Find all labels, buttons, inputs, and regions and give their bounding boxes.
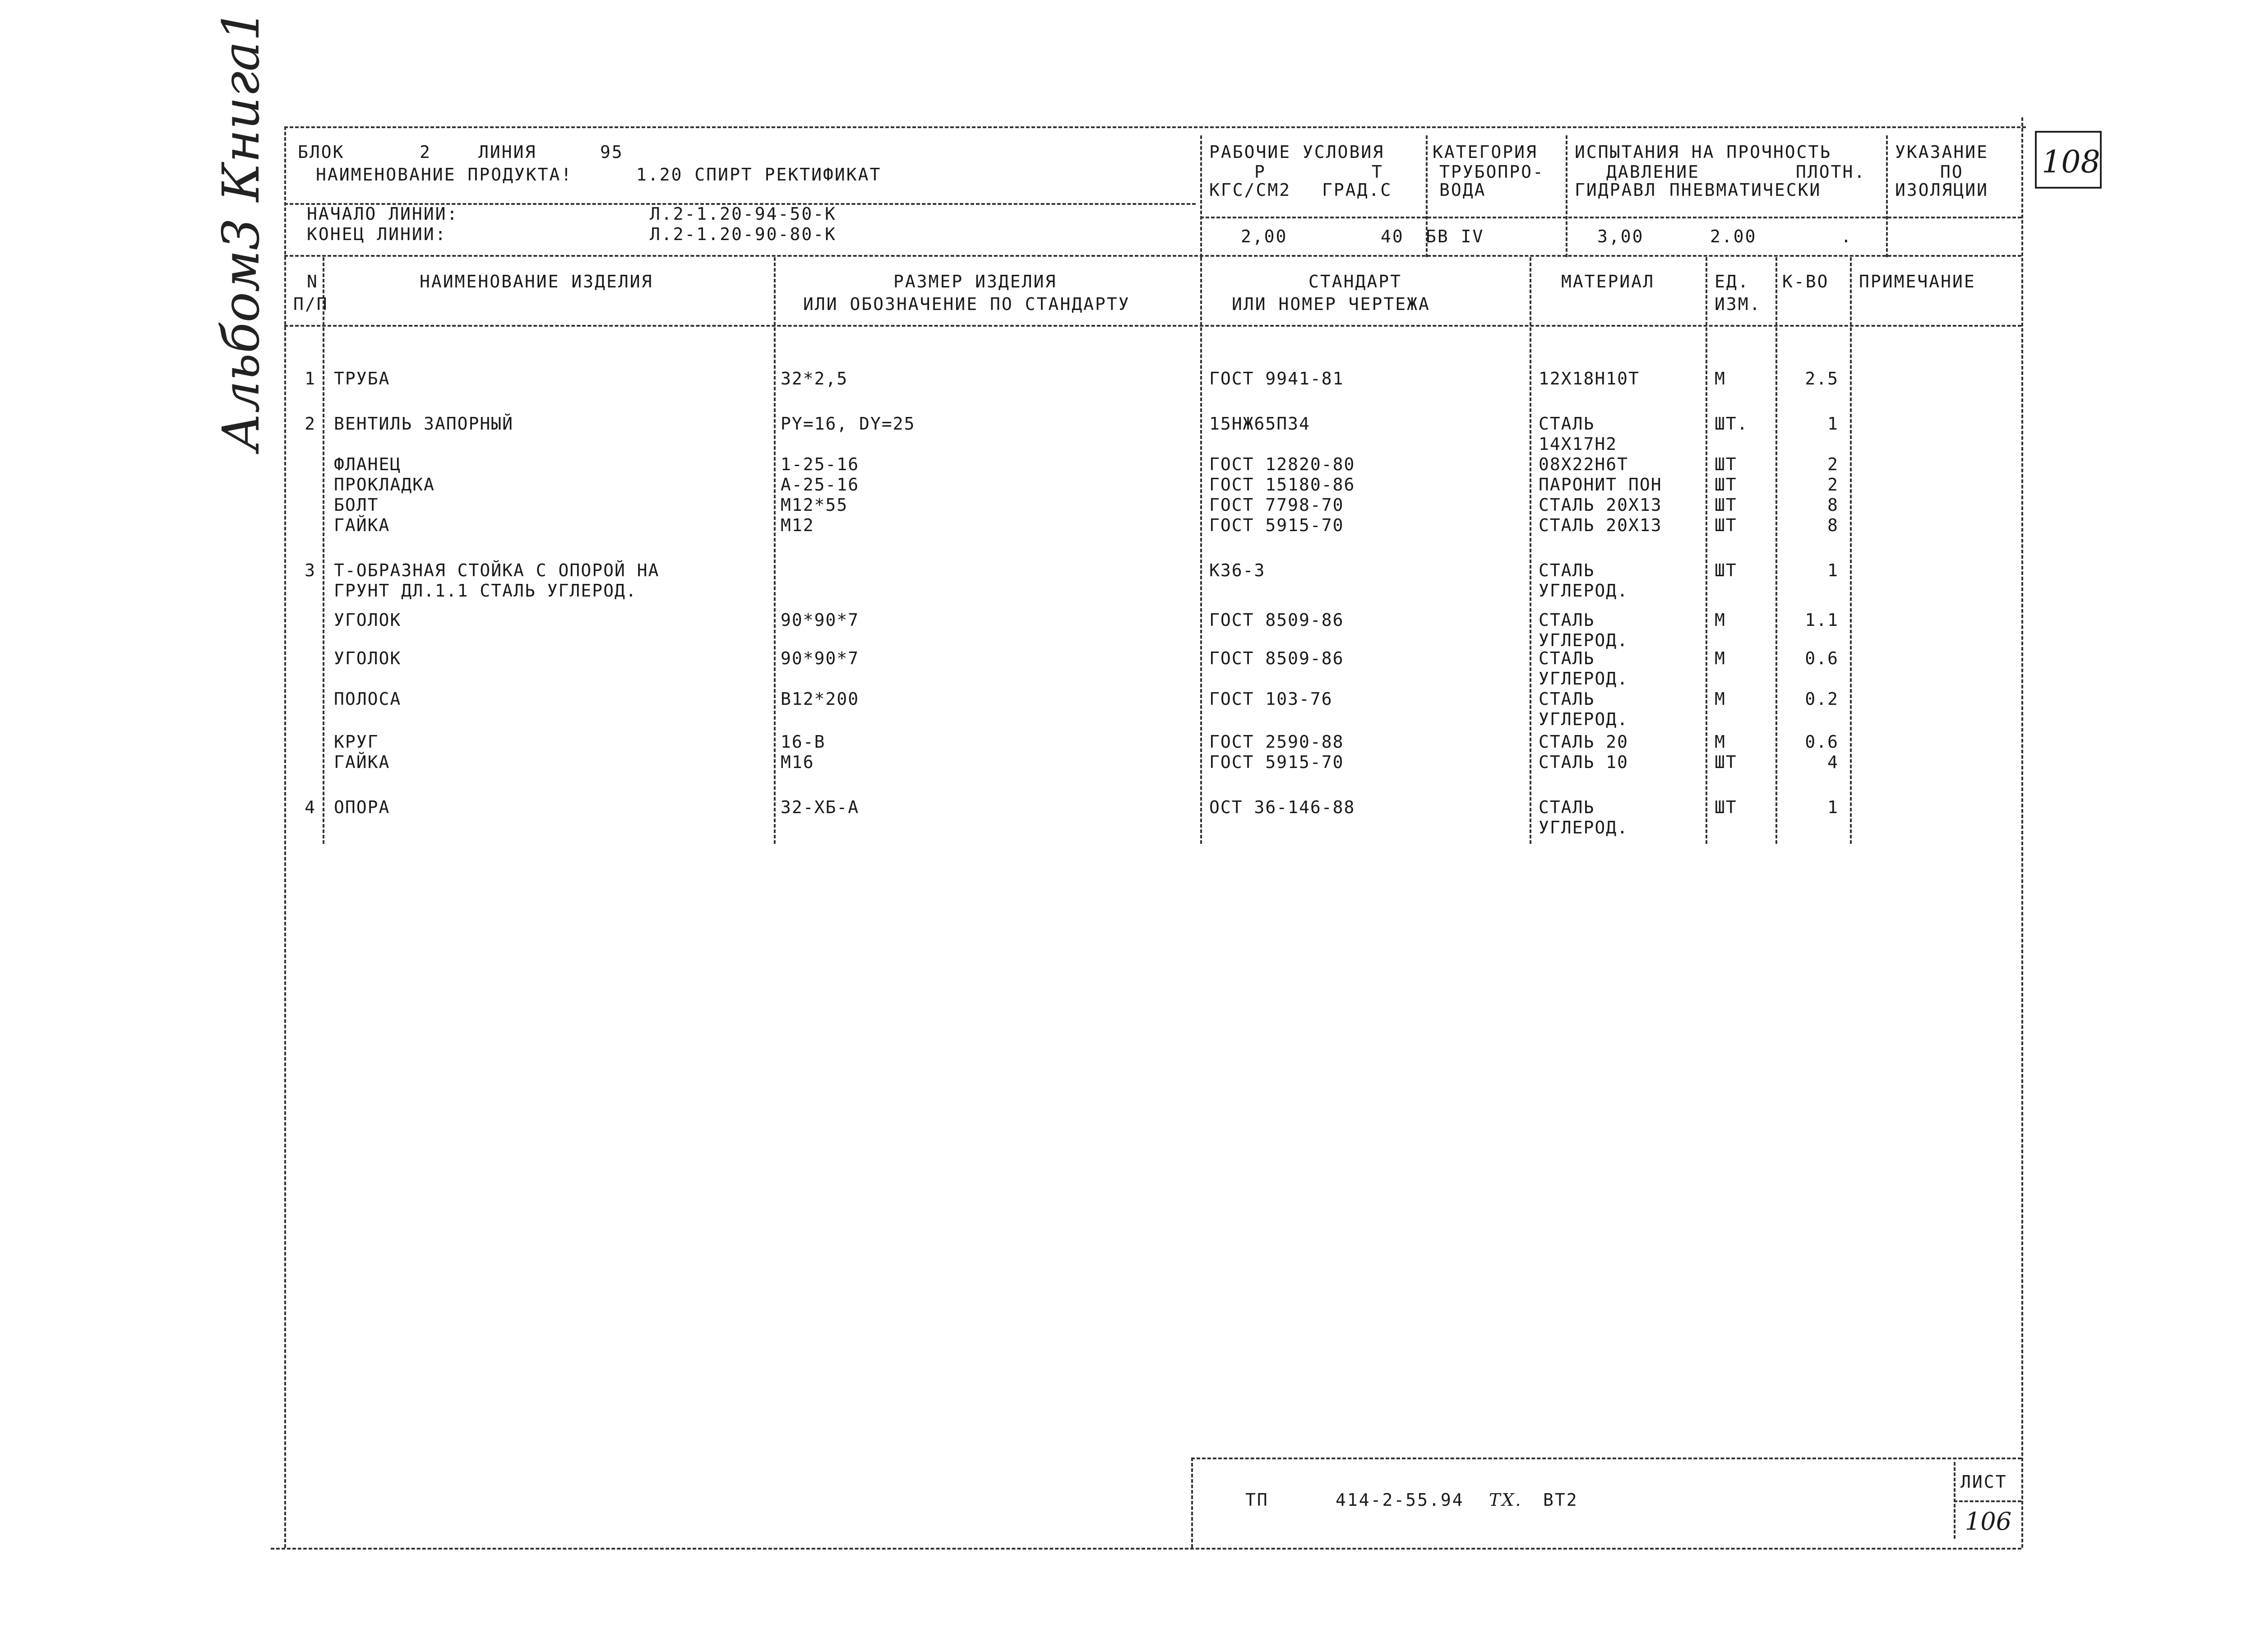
cell-std: ГОСТ 103-76 [1209, 689, 1333, 709]
hline-h3 [284, 325, 2021, 327]
col-no-1: N [307, 272, 319, 292]
vline-col-no [323, 257, 324, 844]
block-no: 2 [420, 142, 431, 162]
cell-name: ПОЛОСА [334, 689, 402, 709]
cell-qty: 2 [1827, 454, 1839, 474]
stamp-number: 108 [2042, 144, 2100, 180]
cell-size: В12*200 [781, 689, 860, 709]
cell-no: 2 [305, 414, 316, 434]
cell-unit: М [1715, 689, 1726, 709]
cell-no: 3 [305, 560, 316, 580]
cell-material: УГЛЕРОД. [1539, 818, 1629, 838]
footer-left-line [1191, 1458, 1193, 1548]
margin-note: Альбом3 Книга1 [212, 9, 271, 451]
cell-size: М16 [781, 752, 814, 772]
vline-insul [1886, 135, 1888, 257]
cell-name: ТРУБА [334, 369, 390, 389]
product-label: НАИМЕНОВАНИЕ ПРОДУКТА! [316, 165, 573, 185]
cell-material: ПАРОНИТ ПОН [1539, 475, 1662, 495]
cell-unit: ШТ [1715, 560, 1737, 580]
end-value: Л.2-1.20-90-80-К [650, 224, 837, 244]
cell-size: М12 [781, 515, 814, 535]
cell-material: СТАЛЬ [1539, 797, 1595, 817]
p-value: 2,00 [1241, 227, 1288, 246]
cell-qty: 1 [1827, 414, 1839, 434]
col-material: МАТЕРИАЛ [1561, 272, 1655, 292]
cell-material: УГЛЕРОД. [1539, 709, 1629, 729]
insul-2: ПО [1940, 162, 1964, 182]
col-size-2: ИЛИ ОБОЗНАЧЕНИЕ ПО СТАНДАРТУ [803, 294, 1130, 314]
cell-unit: М [1715, 732, 1726, 752]
vline-cond [1200, 135, 1202, 257]
cell-material: 08Х22Н6Т [1539, 454, 1629, 474]
hline-h2 [284, 255, 2021, 257]
cell-size: 32*2,5 [781, 369, 848, 389]
cell-no: 1 [305, 369, 316, 389]
cell-size: PY=16, DY=25 [781, 414, 915, 434]
cell-material: СТАЛЬ [1539, 560, 1595, 580]
density-1: ПЛОТН. [1796, 162, 1866, 182]
frame-top [284, 126, 2026, 128]
cell-material: СТАЛЬ [1539, 414, 1595, 434]
vline-col-unit [1706, 257, 1707, 844]
cell-qty: 0.2 [1805, 689, 1839, 709]
footer-vt: ВТ2 [1543, 1490, 1578, 1510]
product-value: 1.20 СПИРТ РЕКТИФИКАТ [636, 165, 882, 185]
category-1: КАТЕГОРИЯ [1433, 142, 1538, 162]
col-no-2: П/П [293, 294, 328, 314]
footer-tp: ТП [1245, 1490, 1269, 1510]
cell-name: УГОЛОК [334, 610, 402, 630]
footer-tx: ТХ. [1489, 1490, 1522, 1510]
cell-name: ВЕНТИЛЬ ЗАПОРНЫЙ [334, 414, 514, 434]
tests-1: ИСПЫТАНИЯ НА ПРОЧНОСТЬ [1575, 142, 1832, 162]
cell-material: УГЛЕРОД. [1539, 581, 1629, 601]
cell-name: Т-ОБРАЗНАЯ СТОЙКА С ОПОРОЙ НА [334, 560, 660, 580]
cell-material: 14Х17Н2 [1539, 434, 1618, 454]
cell-size: 90*90*7 [781, 610, 860, 630]
col-unit-2: ИЗМ. [1715, 294, 1761, 314]
hline-h1b [1200, 217, 2021, 218]
cell-unit: М [1715, 369, 1726, 389]
footer-top-line [1191, 1458, 2021, 1459]
cell-unit: М [1715, 648, 1726, 668]
vline-col-std [1200, 257, 1202, 844]
cell-std: ГОСТ 7798-70 [1209, 495, 1344, 515]
cell-size: 32-ХБ-А [781, 797, 860, 817]
col-size-1: РАЗМЕР ИЗДЕЛИЯ [893, 272, 1057, 292]
cell-name: ПРОКЛАДКА [334, 475, 435, 495]
cell-material: СТАЛЬ 20Х13 [1539, 515, 1662, 535]
tests-3: ГИДРАВЛ [1575, 180, 1657, 200]
p-unit: КГС/СМ2 [1209, 180, 1291, 200]
cell-no: 4 [305, 797, 316, 817]
cell-material: УГЛЕРОД. [1539, 669, 1629, 689]
frame-left [284, 126, 286, 1548]
cell-qty: 1.1 [1805, 610, 1839, 630]
cell-std: ГОСТ 5915-70 [1209, 752, 1344, 772]
footer-code: 414-2-55.94 [1336, 1490, 1464, 1510]
vline-col-size [774, 257, 776, 844]
col-std-2: ИЛИ НОМЕР ЧЕРТЕЖА [1232, 294, 1430, 314]
cell-qty: 0.6 [1805, 648, 1839, 668]
cell-name: ГАЙКА [334, 515, 390, 535]
vline-col-qty [1775, 257, 1777, 844]
block-label: БЛОК [298, 142, 345, 162]
cell-material: УГЛЕРОД. [1539, 630, 1629, 650]
t-label: Т [1372, 162, 1383, 182]
cell-qty: 8 [1827, 495, 1839, 515]
cell-unit: М [1715, 610, 1726, 630]
t-value: 40 [1381, 227, 1404, 246]
col-name: НАИМЕНОВАНИЕ ИЗДЕЛИЯ [420, 272, 653, 292]
category-value: БВ IV [1426, 227, 1484, 246]
t-unit: ГРАД.С [1322, 180, 1392, 200]
cell-unit: ШТ [1715, 515, 1737, 535]
cell-material: СТАЛЬ 10 [1539, 752, 1629, 772]
cell-size: 16-В [781, 732, 826, 752]
frame-right [2021, 117, 2023, 1548]
cell-material: СТАЛЬ [1539, 689, 1595, 709]
cell-size: 1-25-16 [781, 454, 860, 474]
cell-name: КРУГ [334, 732, 379, 752]
sheet-number: 106 [1965, 1507, 2012, 1536]
pneumatic-value: 2.00 [1710, 227, 1757, 246]
cell-std: К36-3 [1209, 560, 1266, 580]
cell-name: ОПОРА [334, 797, 390, 817]
work-conditions: РАБОЧИЕ УСЛОВИЯ [1209, 142, 1385, 162]
cell-std: ГОСТ 5915-70 [1209, 515, 1344, 535]
cell-name: БОЛТ [334, 495, 379, 515]
cell-name: УГОЛОК [334, 648, 402, 668]
tests-4: ПНЕВМАТИЧЕСКИ [1669, 180, 1821, 200]
vline-col-mat [1530, 257, 1531, 844]
cell-unit: ШТ [1715, 797, 1737, 817]
vline-test [1566, 135, 1567, 257]
line-no: 95 [600, 142, 624, 162]
cell-std: 15НЖ65П34 [1209, 414, 1310, 434]
start-label: НАЧАЛО ЛИНИИ: [307, 204, 459, 224]
sheet-label: ЛИСТ [1960, 1472, 2007, 1492]
density-value: . [1841, 227, 1853, 246]
cell-std: ГОСТ 8509-86 [1209, 648, 1344, 668]
insul-1: УКАЗАНИЕ [1895, 142, 1989, 162]
p-label: Р [1254, 162, 1266, 182]
col-unit-1: ЕД. [1715, 272, 1750, 292]
category-3: ВОДА [1439, 180, 1486, 200]
cell-size: М12*55 [781, 495, 848, 515]
cell-name: ГРУНТ ДЛ.1.1 СТАЛЬ УГЛЕРОД. [334, 581, 637, 601]
category-2: ТРУБОПРО- [1439, 162, 1544, 182]
cell-size: 90*90*7 [781, 648, 860, 668]
cell-material: СТАЛЬ [1539, 610, 1595, 630]
vline-col-note [1850, 257, 1852, 844]
cell-name: ФЛАНЕЦ [334, 454, 402, 474]
cell-qty: 1 [1827, 560, 1839, 580]
cell-material: СТАЛЬ [1539, 648, 1595, 668]
cell-unit: ШТ [1715, 495, 1737, 515]
insul-3: ИЗОЛЯЦИИ [1895, 180, 1989, 200]
cell-name: ГАЙКА [334, 752, 390, 772]
cell-qty: 2 [1827, 475, 1839, 495]
col-qty: К-ВО [1782, 272, 1829, 292]
end-label: КОНЕЦ ЛИНИИ: [307, 224, 447, 244]
cell-std: ГОСТ 15180-86 [1209, 475, 1355, 495]
cell-unit: ШТ. [1715, 414, 1748, 434]
cell-std: ГОСТ 8509-86 [1209, 610, 1344, 630]
cell-std: ГОСТ 9941-81 [1209, 369, 1344, 389]
tests-2: ДАВЛЕНИЕ [1606, 162, 1700, 182]
cell-unit: ШТ [1715, 475, 1737, 495]
hydraulic-value: 3,00 [1597, 227, 1644, 246]
col-std-1: СТАНДАРТ [1308, 272, 1402, 292]
cell-qty: 0.6 [1805, 732, 1839, 752]
cell-qty: 8 [1827, 515, 1839, 535]
cell-material: СТАЛЬ 20 [1539, 732, 1629, 752]
sheet-divider [1954, 1500, 2021, 1502]
cell-material: 12Х18Н10Т [1539, 369, 1640, 389]
cell-qty: 1 [1827, 797, 1839, 817]
cell-std: ОСТ 36-146-88 [1209, 797, 1355, 817]
cell-std: ГОСТ 12820-80 [1209, 454, 1355, 474]
cell-qty: 4 [1827, 752, 1839, 772]
frame-bottom [271, 1548, 2021, 1550]
cell-size: А-25-16 [781, 475, 860, 495]
cell-material: СТАЛЬ 20Х13 [1539, 495, 1662, 515]
start-value: Л.2-1.20-94-50-К [650, 204, 837, 224]
col-note: ПРИМЕЧАНИЕ [1859, 272, 1976, 292]
cell-unit: ШТ [1715, 454, 1737, 474]
line-label: ЛИНИЯ [478, 142, 537, 162]
cell-qty: 2.5 [1805, 369, 1839, 389]
cell-std: ГОСТ 2590-88 [1209, 732, 1344, 752]
cell-unit: ШТ [1715, 752, 1737, 772]
